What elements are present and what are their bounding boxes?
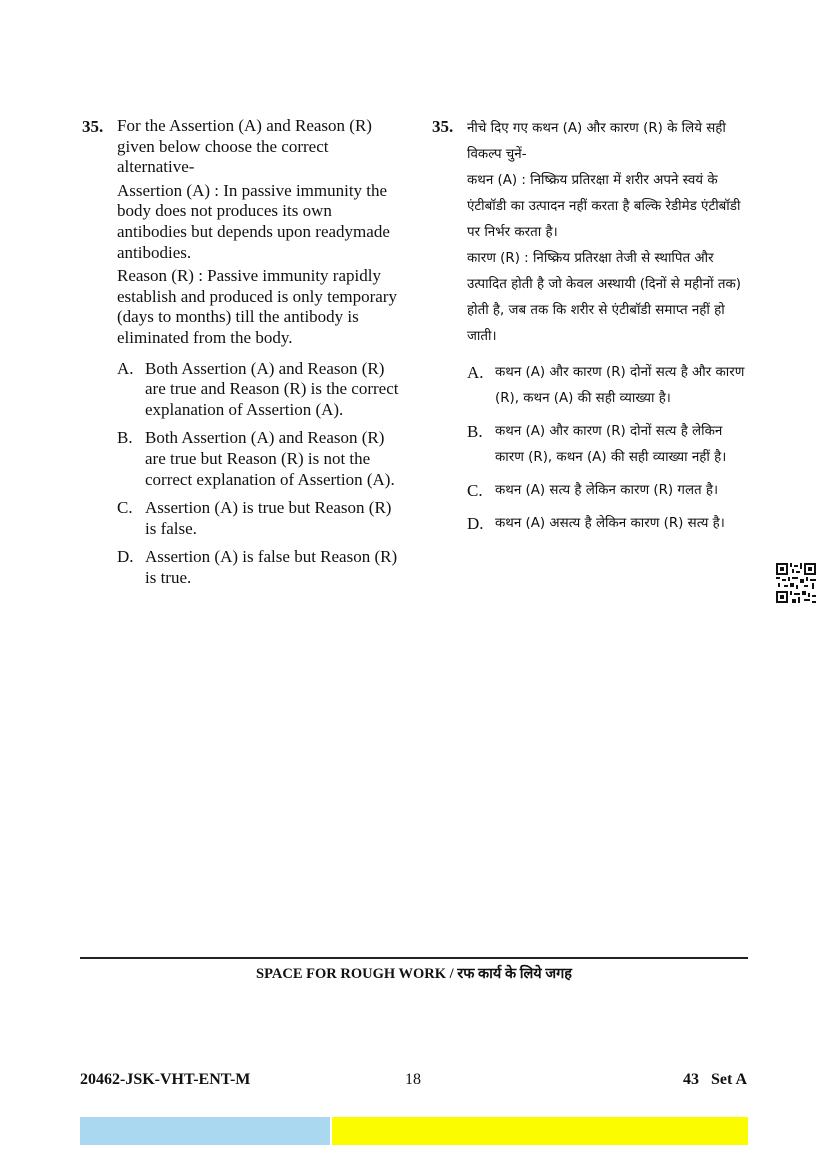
option-text: Both Assertion (A) and Reason (R) are true and Reason (R) is the correct explanation of Assertion (A). <box>145 358 399 419</box>
option-letter: C. <box>117 498 133 518</box>
footer-band-yellow <box>332 1117 748 1145</box>
qr-code-icon <box>776 563 816 603</box>
option-letter: A. <box>467 363 484 382</box>
footer-band-blue <box>80 1117 330 1145</box>
question-number: 35. <box>82 117 104 136</box>
option-text: कथन (A) और कारण (R) दोनों सत्य है लेकिन कारण (R), कथन (A) की सही व्याख्या नहीं है। <box>495 424 727 465</box>
option-letter: D. <box>117 547 134 567</box>
option-letter: B. <box>117 428 133 448</box>
option-letter: A. <box>117 358 134 378</box>
option-text: Assertion (A) is true but Reason (R) is false. <box>145 498 392 538</box>
set-label: 43 Set A <box>683 1071 747 1088</box>
paper-code: 20462-JSK-VHT-ENT-M <box>80 1071 251 1088</box>
assertion-text: कथन (A) : निष्क्रिय प्रतिरक्षा में शरीर अपने स्वयं के एंटीबॉडी का उत्पादन नहीं करता है बल्कि रेडीमेड एंटीबॉडी पर निर्भर करता है। <box>467 173 741 240</box>
question-hindi <box>432 116 750 544</box>
option-text: कथन (A) और कारण (R) दोनों सत्य है और कारण (R), कथन (A) की सही व्याख्या है। <box>495 365 745 406</box>
options-list <box>467 360 750 537</box>
option-a <box>467 360 750 412</box>
option-b <box>467 419 750 471</box>
assertion-text: Assertion (A) : In passive immunity the body does not produces its own antibodies but depends upon readymade antibodies. <box>117 180 390 262</box>
option-text: कथन (A) सत्य है लेकिन कारण (R) गलत है। <box>495 483 719 498</box>
option-d <box>467 511 750 537</box>
page-number: 18 <box>405 1071 421 1088</box>
option-text: कथन (A) असत्य है लेकिन कारण (R) सत्य है। <box>495 516 725 531</box>
question-stem: For the Assertion (A) and Reason (R) given below choose the correct alternative- <box>117 116 372 177</box>
option-text: Assertion (A) is false but Reason (R) is true. <box>145 547 398 587</box>
option-letter: C. <box>467 481 483 500</box>
rough-work-label: SPACE FOR ROUGH WORK / रफ कार्य के लिये जगह <box>256 966 572 982</box>
option-d <box>117 547 402 588</box>
options-list <box>117 359 402 589</box>
option-c <box>117 498 402 539</box>
option-text: Both Assertion (A) and Reason (R) are true but Reason (R) is not the correct explanation of Assertion (A). <box>145 428 395 489</box>
reason-text: कारण (R) : निष्क्रिय प्रतिरक्षा तेजी से स्थापित और उत्पादित होती है जो केवल अस्थायी (दिनों से महीनों तक) होती है, जब तक कि शरीर से एंटीबॉडी समाप्त नहीं हो जाती। <box>467 251 741 344</box>
option-c <box>467 478 750 504</box>
question-stem: नीचे दिए गए कथन (A) और कारण (R) के लिये सही विकल्प चुनें- <box>467 121 726 162</box>
question-english <box>82 116 402 596</box>
option-a <box>117 359 402 421</box>
question-number: 35. <box>432 117 454 136</box>
option-letter: D. <box>467 514 484 533</box>
option-letter: B. <box>467 422 483 441</box>
option-b <box>117 428 402 490</box>
rough-work-divider <box>80 957 748 959</box>
reason-text: Reason (R) : Passive immunity rapidly establish and produced is only temporary (days to months) till the antibody is eliminated from the body. <box>117 266 397 347</box>
